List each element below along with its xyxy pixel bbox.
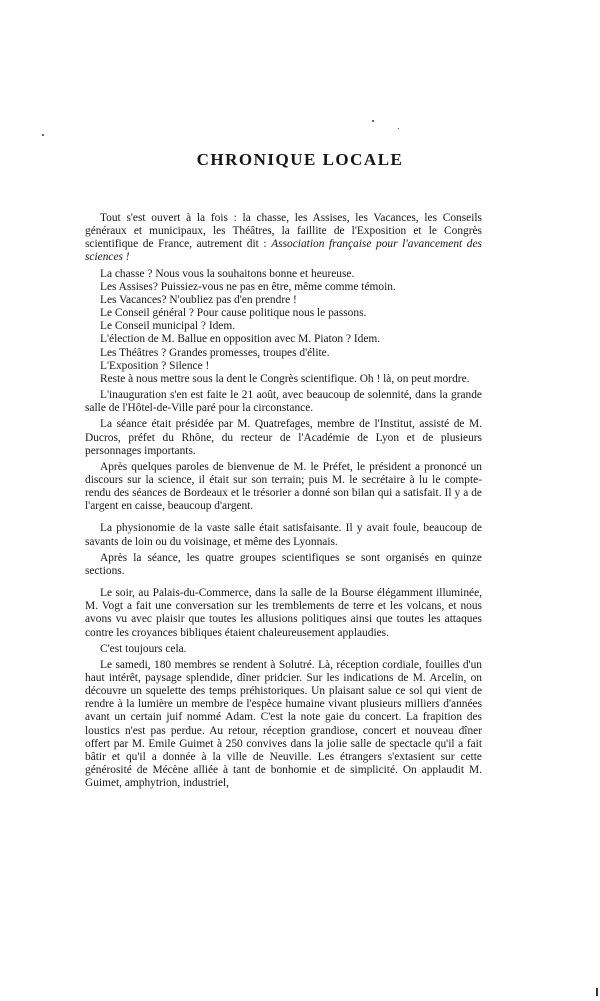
paragraph: Le soir, au Palais-du-Commerce, dans la salle de la Bourse élégamment illuminée, M. Vogt a fait une conversation sur les tremblements de terre et les volcans, et nous avons vu avec plaisir que toutes les allusions politiques ainsi que toutes les attaques contre les croyances bibliques étaient chaleureusement applaudies. xyxy=(85,587,482,639)
paragraph: L'inauguration s'en est faite le 21 août, avec beaucoup de solennité, dans la grande salle de l'Hôtel-de-Ville paré pour la circonstance. xyxy=(85,389,482,415)
list-line: Les Vacances? N'oubliez pas d'en prendre ! xyxy=(100,293,297,306)
list-line: La chasse ? Nous vous la souhaitons bonne et heureuse. xyxy=(100,267,355,280)
paragraph: Le samedi, 180 membres se rendent à Solutré. Là, réception cordiale, fouilles d'un haut intérêt, paysage splendide, dîner pridcier. Sur les indications de M. Arcelin, on découvre un squelette des temps préhistoriques. Un plaisant salue ce sol qui vient de rendre à la lumière un membre de l'espèce humaine vivant plusieurs milliers d'années avant un certain juif nommé Adam. C'est la note gaie du concert. La frapition des loustics n'est pas perdue. Au retour, réception grandiose, concert et nouveau dîner offert par M. Emile Guimet à 250 convives dans la jolie salle de spectacle qu'il a fait bâtir et qu'il a donnée à la ville de Neuville. Les étrangers s'extasient sur cette générosité de Mécène alliée à tant de bonhomie et de simplicité. On applaudit M. Guimet, amphytrion, industriel, xyxy=(85,658,482,790)
paragraph: La physionomie de la vaste salle était satisfaisante. Il y avait foule, beaucoup de savants de loin ou du voisinage, et même des Lyonnais. xyxy=(85,522,482,548)
paragraph: Reste à nous mettre sous la dent le Congrès scientifique. Oh ! là, on peut mordre. xyxy=(100,372,470,385)
paragraph: Après quelques paroles de bienvenue de M. le Préfet, le président a prononcé un discours sur la science, il était sur son terrain; puis M. le secrétaire à lu le compte-rendu des séances de Bordeaux et le trésorier a donné son bilan qui a satisfait. Il y a de l'argent en caisse, beaucoup d'argent. xyxy=(85,460,482,513)
paragraph: La séance était présidée par M. Quatrefages, membre de l'Institut, assisté de M. Ducros, préfet du Rhône, du recteur de l'Académie de Lyon et de plusieurs personnages importants. xyxy=(85,418,482,457)
print-speck xyxy=(42,134,44,136)
list-line: Les Assises? Puissiez-vous ne pas en être, même comme témoin. xyxy=(100,280,396,293)
intro-italic: Association française pour l'avancement des sciences ! xyxy=(85,238,482,264)
print-speck xyxy=(372,120,374,122)
article-body xyxy=(85,212,482,793)
list-line: L'Exposition ? Silence ! xyxy=(100,359,210,372)
paragraph: Après la séance, les quatre groupes scientifiques se sont organisés en quinze sections. xyxy=(85,551,482,577)
print-speck xyxy=(398,128,399,129)
list-line: Les Théâtres ? Grandes promesses, troupes d'élite. xyxy=(100,346,330,359)
paragraph: C'est toujours cela. xyxy=(100,642,187,655)
list-line: L'élection de M. Ballue en opposition avec M. Piaton ? Idem. xyxy=(100,333,381,346)
intro-text: Tout s'est ouvert à la fois : la chasse, les Assises, les Vacances, les Conseils généraux et municipaux, les Théâtres, la faillite de l'Exposition et le Congrès scientifique de France, autrement dit : xyxy=(85,212,482,251)
print-speck xyxy=(596,988,598,996)
list-line: Le Conseil municipal ? Idem. xyxy=(100,320,236,333)
page-title: CHRONIQUE LOCALE xyxy=(196,150,404,169)
intro-paragraph xyxy=(85,212,482,265)
list-line: Le Conseil général ? Pour cause politique nous le passons. xyxy=(100,307,367,320)
